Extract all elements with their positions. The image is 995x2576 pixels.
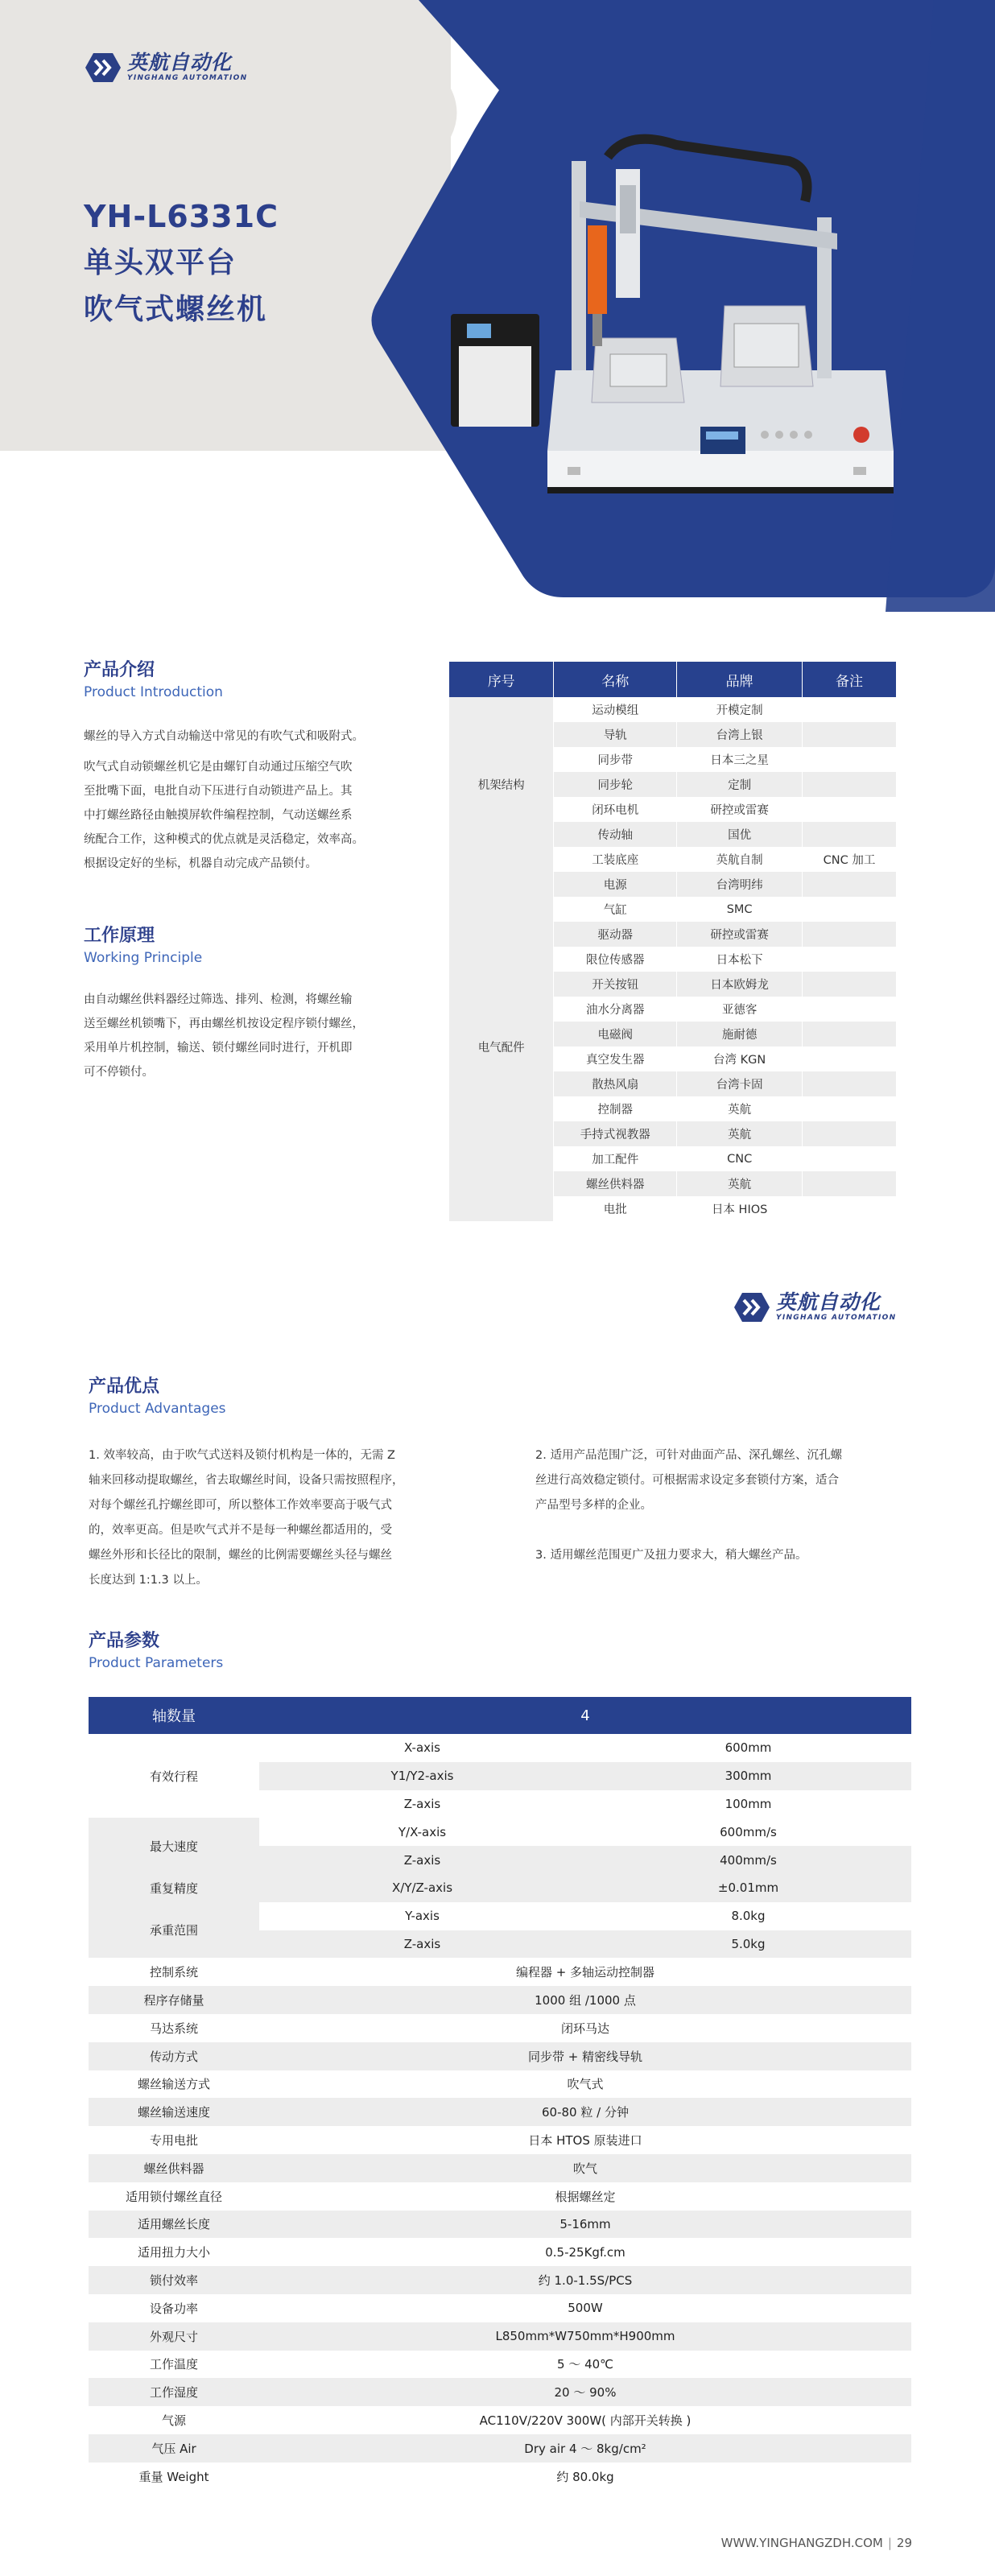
parts-note-cell (803, 897, 897, 922)
params-value: Dry air 4 ～ 8kg/cm² (259, 2434, 911, 2462)
advantages-heading (89, 1375, 226, 1418)
params-value: 吹气 (259, 2154, 911, 2182)
parts-brand-cell: CNC (677, 1146, 803, 1171)
params-label: 工作湿度 (89, 2378, 259, 2406)
params-table (89, 1697, 911, 2491)
params-label: 螺丝输送速度 (89, 2098, 259, 2126)
params-label: 锁付效率 (89, 2266, 259, 2294)
brand-name-en: YINGHANG AUTOMATION (127, 74, 248, 82)
parts-note-cell (803, 747, 897, 772)
parts-name-cell: 开关按钮 (554, 972, 677, 997)
parts-name-cell: 驱动器 (554, 922, 677, 947)
intro-heading (84, 658, 223, 702)
advantage-3: 3. 适用螺丝范围更广及扭力要求大，稍大螺丝产品。 (535, 1549, 807, 1562)
parts-name-cell: 导轨 (554, 722, 677, 747)
parts-group-label: 机架结构 (449, 697, 554, 872)
parts-brand-cell: 台湾明纬 (677, 872, 803, 897)
parts-brand-cell: 定制 (677, 772, 803, 797)
params-row (89, 1986, 911, 2014)
parts-brand-cell: 施耐德 (677, 1022, 803, 1046)
product-title-line2: 吹气式螺丝机 (84, 293, 268, 326)
parts-name-cell: 同步轮 (554, 772, 677, 797)
parts-name-cell: 散热风扇 (554, 1071, 677, 1096)
params-row (89, 2182, 911, 2211)
parts-name-cell: 螺丝供料器 (554, 1171, 677, 1196)
parts-brand-cell: 台湾卡固 (677, 1071, 803, 1096)
page-footer (721, 2536, 912, 2550)
intro-line: 吹气式自动锁螺丝机它是由螺钉自动通过压缩空气吹 (84, 761, 353, 774)
params-label: 螺丝供料器 (89, 2154, 259, 2182)
params-header-value: 4 (259, 1697, 911, 1734)
parts-name-cell: 控制器 (554, 1096, 677, 1121)
params-row (89, 2434, 911, 2462)
parts-col-header: 序号 (449, 662, 554, 697)
params-value: 5-16mm (259, 2211, 911, 2239)
intro-heading-en: Product Introduction (84, 684, 223, 700)
parts-col-header: 品牌 (677, 662, 803, 697)
parts-note-cell (803, 722, 897, 747)
parts-note-cell (803, 772, 897, 797)
parts-name-cell: 加工配件 (554, 1146, 677, 1171)
parts-note-cell (803, 997, 897, 1022)
params-row (89, 2211, 911, 2239)
params-value: ±0.01mm (585, 1874, 911, 1902)
hero-banner (0, 0, 995, 612)
parts-brand-cell: 国优 (677, 822, 803, 847)
advantage-line: 对每个螺丝孔拧螺丝即可，所以整体工作效率要高于吸气式 (89, 1499, 392, 1512)
params-value: 约 80.0kg (259, 2462, 911, 2491)
intro-line: 至批嘴下面，电批自动下压进行自动锁进产品上。其 (84, 785, 353, 798)
params-axis: X/Y/Z-axis (259, 1874, 585, 1902)
intro-line: 统配合工作，这种模式的优点就是灵活稳定，效率高。 (84, 833, 364, 846)
product-title-line1: 单头双平台 (84, 246, 237, 279)
parts-brand-cell: 日本三之星 (677, 747, 803, 772)
principle-heading-cn: 工作原理 (84, 926, 155, 946)
parts-group-label: 电气配件 (449, 872, 554, 1221)
parts-brand-cell: SMC (677, 897, 803, 922)
params-value: 1000 组 /1000 点 (259, 1986, 911, 2014)
params-heading (89, 1629, 223, 1673)
params-value: 约 1.0-1.5S/PCS (259, 2266, 911, 2294)
params-label: 程序存储量 (89, 1986, 259, 2014)
advantages-heading-cn: 产品优点 (89, 1377, 160, 1397)
parts-brand-cell: 英航 (677, 1121, 803, 1146)
advantage-line: 1. 效率较高，由于吹气式送料及锁付机构是一体的，无需 Z (89, 1449, 395, 1462)
advantage-line: 2. 适用产品范围广泛，可针对曲面产品、深孔螺丝、沉孔螺 (535, 1449, 842, 1462)
parts-note-cell (803, 1096, 897, 1121)
params-axis: Z-axis (259, 1790, 585, 1818)
params-value: L850mm*W750mm*H900mm (259, 2322, 911, 2351)
brand-name-en: YINGHANG AUTOMATION (776, 1314, 897, 1322)
brand-mark-icon (733, 1291, 771, 1323)
parts-brand-cell: 英航 (677, 1171, 803, 1196)
advantage-line: 螺丝外形和长径比的限制，螺丝的比例需要螺丝头径与螺丝 (89, 1549, 392, 1562)
advantages-heading-en: Product Advantages (89, 1401, 226, 1417)
params-label: 有效行程 (89, 1734, 259, 1818)
principle-line: 可不停锁付。 (84, 1066, 154, 1079)
brand-mark-icon (84, 52, 122, 84)
params-label: 外观尺寸 (89, 2322, 259, 2351)
params-label: 工作温度 (89, 2351, 259, 2379)
parts-table (449, 662, 897, 1221)
params-row (89, 1874, 911, 1902)
params-header-row (89, 1697, 911, 1734)
parts-row (449, 872, 897, 897)
parts-brand-cell: 亚德客 (677, 997, 803, 1022)
params-value: 0.5-25Kgf.cm (259, 2238, 911, 2266)
params-row (89, 2322, 911, 2351)
params-label: 螺丝输送方式 (89, 2070, 259, 2099)
parts-brand-cell: 日本 HIOS (677, 1196, 803, 1221)
params-value: 400mm/s (585, 1846, 911, 1874)
params-value: 60-80 粒 / 分钟 (259, 2098, 911, 2126)
params-row (89, 2070, 911, 2099)
parts-name-cell: 油水分离器 (554, 997, 677, 1022)
parts-note-cell (803, 1046, 897, 1071)
parts-note-cell (803, 1121, 897, 1146)
parts-header-row (449, 662, 897, 697)
principle-text (84, 988, 422, 1084)
parts-brand-cell: 日本松下 (677, 947, 803, 972)
footer-url[interactable]: WWW.YINGHANGZDH.COM (720, 2536, 883, 2550)
params-header-label: 轴数量 (89, 1697, 259, 1734)
params-row (89, 2098, 911, 2126)
params-value: 600mm/s (585, 1818, 911, 1846)
params-label: 马达系统 (89, 2014, 259, 2042)
params-value: 100mm (585, 1790, 911, 1818)
advantage-line: 轴来回移动提取螺丝，省去取螺丝时间，设备只需按照程序， (89, 1474, 404, 1487)
params-label: 承重范围 (89, 1902, 259, 1959)
params-label: 重量 Weight (89, 2462, 259, 2491)
advantage-2 (535, 1443, 914, 1568)
parts-name-cell: 真空发生器 (554, 1046, 677, 1071)
params-value: 日本 HTOS 原装进口 (259, 2126, 911, 2154)
params-row (89, 1958, 911, 1986)
intro-heading-cn: 产品介绍 (84, 660, 155, 680)
params-value: 20 ～ 90% (259, 2378, 911, 2406)
params-label: 最大速度 (89, 1818, 259, 1874)
params-row (89, 2351, 911, 2379)
params-label: 气源 (89, 2406, 259, 2434)
parts-note-cell (803, 1196, 897, 1221)
parts-name-cell: 同步带 (554, 747, 677, 772)
parts-name-cell: 闭环电机 (554, 797, 677, 822)
parts-brand-cell: 日本欧姆龙 (677, 972, 803, 997)
params-value: 同步带 + 精密线导轨 (259, 2042, 911, 2070)
params-label: 专用电批 (89, 2126, 259, 2154)
intro-text (84, 724, 422, 876)
parts-name-cell: 电磁阀 (554, 1022, 677, 1046)
intro-line: 根据设定好的坐标，机器自动完成产品锁付。 (84, 857, 317, 870)
params-row (89, 2126, 911, 2154)
parts-brand-cell: 英航 (677, 1096, 803, 1121)
params-label: 适用扭力大小 (89, 2238, 259, 2266)
parts-note-cell (803, 922, 897, 947)
brand-logo (84, 52, 247, 84)
params-value: 8.0kg (585, 1902, 911, 1930)
parts-note-cell (803, 797, 897, 822)
params-row (89, 2154, 911, 2182)
params-axis: Y1/Y2-axis (259, 1762, 585, 1790)
advantage-line: 产品型号多样的企业。 (535, 1499, 652, 1512)
advantage-line: 丝进行高效稳定锁付。可根据需求设定多套锁付方案，适合 (535, 1474, 839, 1487)
parts-brand-cell: 英航自制 (677, 847, 803, 872)
params-axis: Y-axis (259, 1902, 585, 1930)
parts-note-cell (803, 872, 897, 897)
params-value: 根据螺丝定 (259, 2182, 911, 2211)
params-row (89, 2294, 911, 2322)
params-axis: Y/X-axis (259, 1818, 585, 1846)
params-label: 控制系统 (89, 1958, 259, 1986)
principle-heading (84, 924, 202, 968)
parts-col-header: 备注 (803, 662, 897, 697)
parts-note-cell: CNC 加工 (803, 847, 897, 872)
parts-col-header: 名称 (554, 662, 677, 697)
advantage-line: 长度达到 1:1.3 以上。 (89, 1574, 208, 1587)
parts-note-cell (803, 822, 897, 847)
parts-name-cell: 手持式视教器 (554, 1121, 677, 1146)
parts-note-cell (803, 947, 897, 972)
intro-line: 中打螺丝路径由触摸屏软件编程控制，气动送螺丝系 (84, 809, 353, 822)
params-value: 500W (259, 2294, 911, 2322)
params-value: 600mm (585, 1734, 911, 1762)
advantage-1 (89, 1443, 467, 1593)
page-number: 29 (896, 2536, 912, 2550)
params-label: 气压 Air (89, 2434, 259, 2462)
params-label: 重复精度 (89, 1874, 259, 1902)
params-value: 5.0kg (585, 1930, 911, 1959)
params-value: 吹气式 (259, 2070, 911, 2099)
parts-note-cell (803, 972, 897, 997)
params-label: 适用锁付螺丝直径 (89, 2182, 259, 2211)
parts-name-cell: 限位传感器 (554, 947, 677, 972)
params-value: 300mm (585, 1762, 911, 1790)
advantage-line: 的，效率更高。但是吹气式并不是每一种螺丝都适用的，受 (89, 1524, 392, 1537)
params-heading-en: Product Parameters (89, 1655, 224, 1671)
parts-note-cell (803, 697, 897, 722)
parts-name-cell: 电批 (554, 1196, 677, 1221)
params-value: 5 ～ 40℃ (259, 2351, 911, 2379)
parts-name-cell: 气缸 (554, 897, 677, 922)
parts-brand-cell: 开模定制 (677, 697, 803, 722)
params-row (89, 2406, 911, 2434)
parts-brand-cell: 台湾 KGN (677, 1046, 803, 1071)
parts-name-cell: 传动轴 (554, 822, 677, 847)
brand-name-cn: 英航自动化 (127, 51, 233, 74)
machine-image (435, 113, 918, 507)
params-body (89, 1734, 911, 2491)
params-value: 编程器 + 多轴运动控制器 (259, 1958, 911, 1986)
parts-note-cell (803, 1146, 897, 1171)
params-value: AC110V/220V 300W( 内部开关转换 ) (259, 2406, 911, 2434)
params-value: 闭环马达 (259, 2014, 911, 2042)
product-model: YH-L6331C (84, 199, 279, 234)
params-row (89, 2238, 911, 2266)
parts-name-cell: 电源 (554, 872, 677, 897)
params-row (89, 2042, 911, 2070)
params-row (89, 2462, 911, 2491)
params-label: 设备功率 (89, 2294, 259, 2322)
parts-note-cell (803, 1071, 897, 1096)
parts-note-cell (803, 1022, 897, 1046)
parts-name-cell: 运动模组 (554, 697, 677, 722)
parts-brand-cell: 研控或雷赛 (677, 922, 803, 947)
params-row (89, 1902, 911, 1930)
principle-heading-en: Working Principle (84, 950, 203, 966)
parts-brand-cell: 研控或雷赛 (677, 797, 803, 822)
params-row (89, 1818, 911, 1846)
principle-line: 由自动螺丝供料器经过筛选、排列、检测，将螺丝输 (84, 993, 353, 1006)
params-row (89, 2014, 911, 2042)
params-axis: X-axis (259, 1734, 585, 1762)
params-label: 适用螺丝长度 (89, 2211, 259, 2239)
principle-line: 采用单片机控制，输送、锁付螺丝同时进行，开机即 (84, 1042, 353, 1055)
params-label: 传动方式 (89, 2042, 259, 2070)
footer-separator: | (887, 2536, 892, 2550)
principle-line: 送至螺丝机锁嘴下，再由螺丝机按设定程序锁付螺丝， (84, 1018, 364, 1030)
brand-name-cn: 英航自动化 (776, 1290, 881, 1314)
params-axis: Z-axis (259, 1930, 585, 1959)
parts-name-cell: 工装底座 (554, 847, 677, 872)
params-axis: Z-axis (259, 1846, 585, 1874)
hero-title (84, 193, 279, 333)
params-heading-cn: 产品参数 (89, 1631, 160, 1651)
brand-logo-secondary (733, 1291, 896, 1323)
parts-body (449, 697, 897, 1221)
intro-para-1: 螺丝的导入方式自动输送中常见的有吹气式和吸附式。 (84, 730, 364, 743)
params-row (89, 2266, 911, 2294)
params-row (89, 2378, 911, 2406)
parts-brand-cell: 台湾上银 (677, 722, 803, 747)
parts-row (449, 697, 897, 722)
params-row (89, 1734, 911, 1762)
parts-note-cell (803, 1171, 897, 1196)
